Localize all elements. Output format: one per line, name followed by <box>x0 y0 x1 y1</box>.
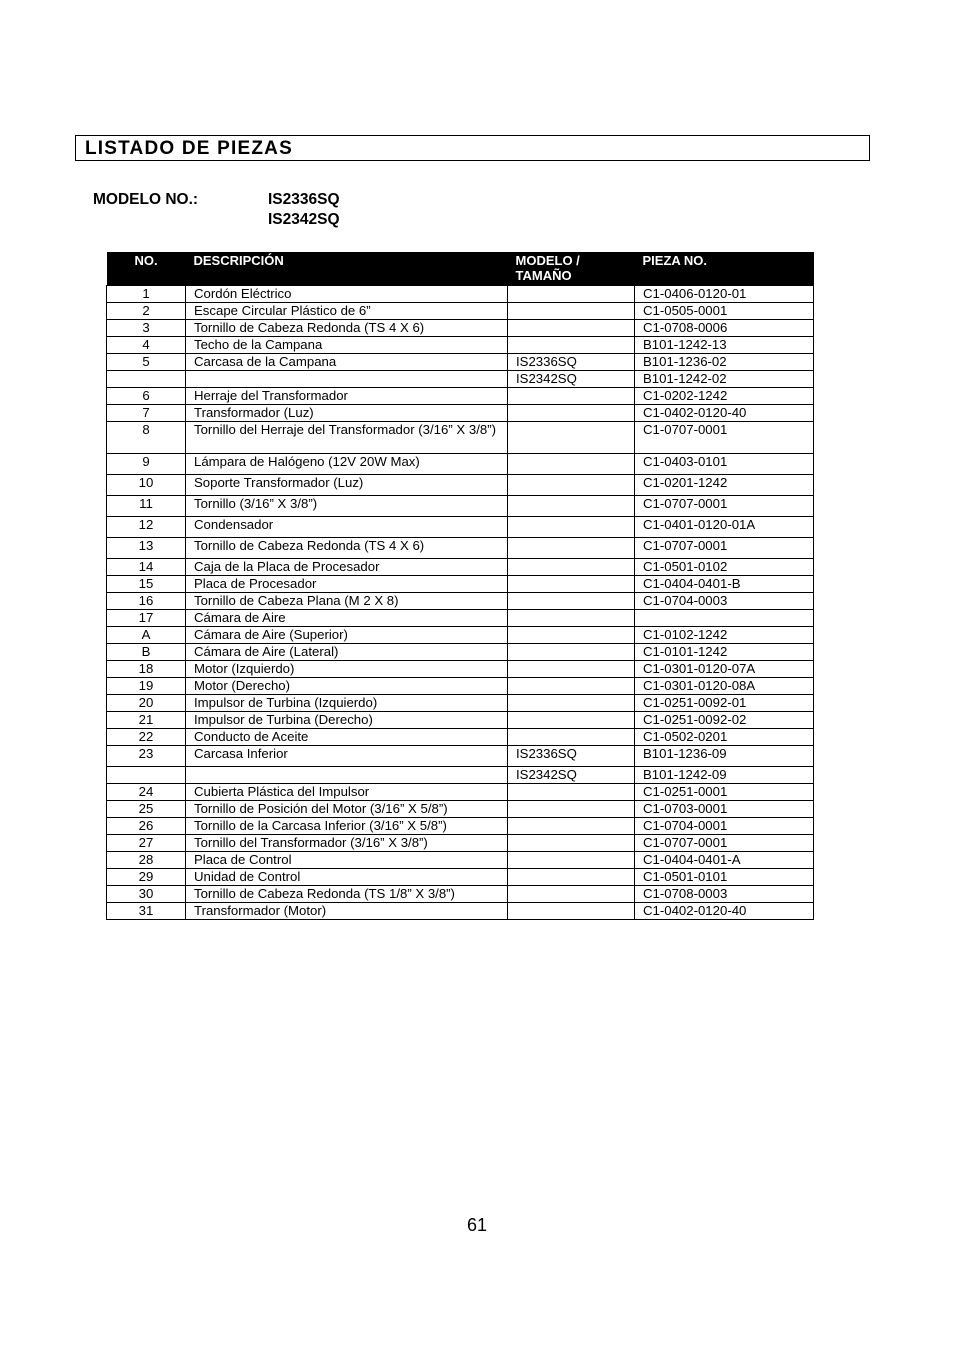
cell-part-number: C1-0403-0101 <box>635 454 814 475</box>
cell-description: Techo de la Campana <box>186 337 508 354</box>
cell-model <box>508 869 635 886</box>
table-row <box>107 475 814 496</box>
cell-model <box>508 576 635 593</box>
cell-part-number: C1-0404-0401-A <box>635 852 814 869</box>
cell-description: Unidad de Control <box>186 869 508 886</box>
cell-description: Impulsor de Turbina (Izquierdo) <box>186 695 508 712</box>
cell-part-number: C1-0708-0006 <box>635 320 814 337</box>
cell-no: 28 <box>107 852 186 869</box>
cell-model <box>508 388 635 405</box>
cell-description: Placa de Procesador <box>186 576 508 593</box>
cell-description: Cámara de Aire <box>186 610 508 627</box>
cell-part-number: C1-0251-0001 <box>635 784 814 801</box>
cell-no: 16 <box>107 593 186 610</box>
cell-description: Escape Circular Plástico de 6” <box>186 303 508 320</box>
cell-part-number: C1-0101-1242 <box>635 644 814 661</box>
cell-description: Tornillo de Posición del Motor (3/16” X 5/8”) <box>186 801 508 818</box>
cell-part-number: C1-0301-0120-07A <box>635 661 814 678</box>
table-row <box>107 517 814 538</box>
cell-part-number: B101-1242-02 <box>635 371 814 388</box>
cell-model <box>508 559 635 576</box>
cell-no: 23 <box>107 746 186 767</box>
cell-no: 12 <box>107 517 186 538</box>
cell-part-number: C1-0704-0003 <box>635 593 814 610</box>
cell-part-number: C1-0501-0102 <box>635 559 814 576</box>
cell-part-number: C1-0402-0120-40 <box>635 405 814 422</box>
cell-part-number: C1-0707-0001 <box>635 496 814 517</box>
table-row <box>107 576 814 593</box>
table-row <box>107 835 814 852</box>
table-row <box>107 712 814 729</box>
table-row <box>107 454 814 475</box>
cell-description: Caja de la Placa de Procesador <box>186 559 508 576</box>
table-row <box>107 286 814 303</box>
table-row <box>107 496 814 517</box>
cell-no: 3 <box>107 320 186 337</box>
cell-model: IS2342SQ <box>508 767 635 784</box>
cell-part-number: C1-0406-0120-01 <box>635 286 814 303</box>
cell-model <box>508 852 635 869</box>
cell-model <box>508 405 635 422</box>
table-row <box>107 729 814 746</box>
table-row <box>107 627 814 644</box>
cell-no: 26 <box>107 818 186 835</box>
cell-model: IS2336SQ <box>508 746 635 767</box>
table-row <box>107 354 814 371</box>
cell-part-number: B101-1236-02 <box>635 354 814 371</box>
cell-model <box>508 712 635 729</box>
cell-no: 18 <box>107 661 186 678</box>
cell-no: 25 <box>107 801 186 818</box>
cell-description: Cámara de Aire (Superior) <box>186 627 508 644</box>
cell-model <box>508 835 635 852</box>
table-row <box>107 538 814 559</box>
cell-description: Carcasa de la Campana <box>186 354 508 371</box>
cell-description: Condensador <box>186 517 508 538</box>
cell-part-number: C1-0301-0120-08A <box>635 678 814 695</box>
cell-part-number: C1-0251-0092-01 <box>635 695 814 712</box>
header-model-line1: MODELO / <box>515 253 580 268</box>
cell-description: Soporte Transformador (Luz) <box>186 475 508 496</box>
cell-model <box>508 903 635 920</box>
cell-model <box>508 610 635 627</box>
cell-model <box>508 593 635 610</box>
cell-description: Impulsor de Turbina (Derecho) <box>186 712 508 729</box>
cell-model <box>508 644 635 661</box>
cell-part-number <box>635 610 814 627</box>
cell-no: 1 <box>107 286 186 303</box>
cell-description: Cubierta Plástica del Impulsor <box>186 784 508 801</box>
cell-no: 24 <box>107 784 186 801</box>
cell-model <box>508 627 635 644</box>
cell-model <box>508 475 635 496</box>
model-number-2: IS2342SQ <box>268 211 340 228</box>
table-row <box>107 767 814 784</box>
cell-part-number: C1-0251-0092-02 <box>635 712 814 729</box>
cell-part-number: C1-0707-0001 <box>635 422 814 454</box>
table-row <box>107 610 814 627</box>
cell-model <box>508 303 635 320</box>
table-row <box>107 644 814 661</box>
cell-model: IS2336SQ <box>508 354 635 371</box>
cell-no: 29 <box>107 869 186 886</box>
table-row <box>107 695 814 712</box>
cell-description: Tornillo del Herraje del Transformador (3/16” X 3/8”) <box>186 422 508 454</box>
cell-description: Motor (Izquierdo) <box>186 661 508 678</box>
cell-part-number: C1-0707-0001 <box>635 538 814 559</box>
cell-description: Cordón Eléctrico <box>186 286 508 303</box>
cell-model <box>508 729 635 746</box>
cell-model <box>508 661 635 678</box>
cell-description: Tornillo de Cabeza Redonda (TS 4 X 6) <box>186 538 508 559</box>
cell-no: 30 <box>107 886 186 903</box>
cell-no: 7 <box>107 405 186 422</box>
page-number: 61 <box>466 1215 488 1235</box>
table-row <box>107 886 814 903</box>
table-row <box>107 593 814 610</box>
table-row <box>107 869 814 886</box>
cell-part-number: C1-0505-0001 <box>635 303 814 320</box>
cell-no: 4 <box>107 337 186 354</box>
cell-model <box>508 801 635 818</box>
cell-description: Carcasa Inferior <box>186 746 508 767</box>
header-part: PIEZA NO. <box>635 252 814 286</box>
header-model <box>508 252 635 286</box>
table-header-row <box>107 252 814 286</box>
cell-description: Placa de Control <box>186 852 508 869</box>
cell-model <box>508 337 635 354</box>
cell-part-number: C1-0703-0001 <box>635 801 814 818</box>
cell-no: B <box>107 644 186 661</box>
header-no: NO. <box>107 252 186 286</box>
parts-table-body <box>107 286 814 920</box>
cell-no: 11 <box>107 496 186 517</box>
cell-no: A <box>107 627 186 644</box>
cell-no: 19 <box>107 678 186 695</box>
cell-model <box>508 818 635 835</box>
table-row <box>107 371 814 388</box>
table-row <box>107 801 814 818</box>
cell-no: 14 <box>107 559 186 576</box>
cell-part-number: C1-0202-1242 <box>635 388 814 405</box>
table-row <box>107 337 814 354</box>
cell-description: Tornillo del Transformador (3/16” X 3/8”) <box>186 835 508 852</box>
cell-description: Motor (Derecho) <box>186 678 508 695</box>
cell-no: 31 <box>107 903 186 920</box>
table-row <box>107 661 814 678</box>
cell-model <box>508 320 635 337</box>
parts-table <box>106 252 814 920</box>
cell-description: Conducto de Aceite <box>186 729 508 746</box>
cell-part-number: B101-1242-09 <box>635 767 814 784</box>
cell-no: 15 <box>107 576 186 593</box>
cell-no: 9 <box>107 454 186 475</box>
header-description: DESCRIPCIÓN <box>186 252 508 286</box>
table-row <box>107 818 814 835</box>
table-row <box>107 852 814 869</box>
cell-model <box>508 538 635 559</box>
table-row <box>107 746 814 767</box>
cell-description: Tornillo (3/16” X 3/8”) <box>186 496 508 517</box>
table-row <box>107 388 814 405</box>
model-label: MODELO NO.: <box>93 191 199 208</box>
cell-no: 17 <box>107 610 186 627</box>
cell-model <box>508 286 635 303</box>
cell-part-number: B101-1242-13 <box>635 337 814 354</box>
cell-part-number: C1-0102-1242 <box>635 627 814 644</box>
cell-part-number: C1-0707-0001 <box>635 835 814 852</box>
cell-no: 10 <box>107 475 186 496</box>
cell-model <box>508 695 635 712</box>
cell-part-number: C1-0502-0201 <box>635 729 814 746</box>
cell-part-number: C1-0401-0120-01A <box>635 517 814 538</box>
cell-model <box>508 886 635 903</box>
cell-no <box>107 767 186 784</box>
table-row <box>107 559 814 576</box>
cell-model <box>508 496 635 517</box>
cell-part-number: C1-0501-0101 <box>635 869 814 886</box>
cell-no: 8 <box>107 422 186 454</box>
cell-description: Transformador (Motor) <box>186 903 508 920</box>
cell-model <box>508 784 635 801</box>
cell-no: 27 <box>107 835 186 852</box>
cell-no: 22 <box>107 729 186 746</box>
cell-description: Tornillo de Cabeza Redonda (TS 4 X 6) <box>186 320 508 337</box>
cell-description: Tornillo de Cabeza Plana (M 2 X 8) <box>186 593 508 610</box>
cell-part-number: C1-0704-0001 <box>635 818 814 835</box>
cell-part-number: B101-1236-09 <box>635 746 814 767</box>
table-row <box>107 303 814 320</box>
cell-description: Transformador (Luz) <box>186 405 508 422</box>
cell-part-number: C1-0404-0401-B <box>635 576 814 593</box>
table-row <box>107 320 814 337</box>
cell-no: 5 <box>107 354 186 371</box>
cell-part-number: C1-0708-0003 <box>635 886 814 903</box>
cell-model <box>508 678 635 695</box>
cell-part-number: C1-0402-0120-40 <box>635 903 814 920</box>
table-row <box>107 405 814 422</box>
cell-no: 2 <box>107 303 186 320</box>
cell-description <box>186 371 508 388</box>
cell-no: 21 <box>107 712 186 729</box>
cell-description: Tornillo de Cabeza Redonda (TS 1/8” X 3/8”) <box>186 886 508 903</box>
table-row <box>107 678 814 695</box>
cell-description <box>186 767 508 784</box>
cell-model <box>508 517 635 538</box>
cell-description: Cámara de Aire (Lateral) <box>186 644 508 661</box>
section-title: LISTADO DE PIEZAS <box>85 138 293 159</box>
header-model-line2: TAMAÑO <box>515 268 572 283</box>
cell-model <box>508 422 635 454</box>
table-row <box>107 784 814 801</box>
cell-no <box>107 371 186 388</box>
cell-model: IS2342SQ <box>508 371 635 388</box>
cell-part-number: C1-0201-1242 <box>635 475 814 496</box>
table-row <box>107 422 814 454</box>
cell-no: 13 <box>107 538 186 559</box>
cell-description: Herraje del Transformador <box>186 388 508 405</box>
table-row <box>107 903 814 920</box>
cell-no: 6 <box>107 388 186 405</box>
cell-no: 20 <box>107 695 186 712</box>
model-number-1: IS2336SQ <box>268 191 340 208</box>
cell-description: Tornillo de la Carcasa Inferior (3/16” X 5/8”) <box>186 818 508 835</box>
cell-description: Lámpara de Halógeno (12V 20W Max) <box>186 454 508 475</box>
section-title-box <box>75 135 870 161</box>
cell-model <box>508 454 635 475</box>
